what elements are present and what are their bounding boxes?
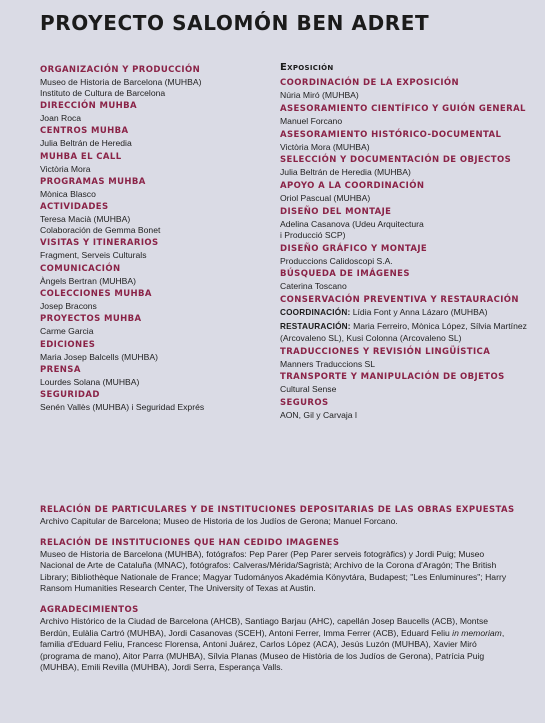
depositarias-heading: RELACIÓN DE PARTICULARES Y DE INSTITUCIONES DEPOSITARIAS DE LAS OBRAS EXPUESTAS (40, 505, 515, 515)
credit-group (40, 364, 270, 388)
credit-group (280, 294, 530, 343)
credit-line: Adelina Casanova (Udeu Arquitectura (280, 218, 424, 229)
agradecimientos-italic: in memoriam (452, 627, 502, 638)
credit-heading: MUHBA EL CALL (40, 151, 122, 162)
page-title: PROYECTO SALOMÓN BEN ADRET (40, 11, 430, 35)
credit-group (40, 125, 270, 149)
credit-group (280, 180, 530, 204)
acknowledgements-section (40, 504, 515, 683)
credit-group (280, 103, 530, 127)
credit-heading: PRENSA (40, 364, 81, 375)
credit-heading: APOYO A LA COORDINACIÓN (280, 181, 425, 192)
credit-group (280, 206, 530, 241)
credit-group (280, 243, 530, 267)
agradecimientos-heading: AGRADECIMIENTOS (40, 604, 139, 615)
restoration-label: RESTAURACIÓN: (280, 321, 351, 331)
credit-line: Julia Beltrán de Heredia (MUHBA) (280, 167, 411, 178)
credit-heading: EDICIONES (40, 339, 96, 350)
credit-group (280, 268, 530, 292)
agradecimientos-block (40, 604, 515, 674)
credit-line: Àngels Bertran (MUHBA) (40, 275, 136, 286)
credit-line: Oriol Pascual (MUHBA) (280, 193, 371, 204)
credit-line: Mònica Blasco (40, 188, 96, 199)
credit-group (40, 100, 270, 124)
credit-heading: SEGUROS (280, 398, 329, 409)
credits-left-column (40, 64, 270, 414)
credit-line (280, 321, 530, 344)
credit-heading: VISITAS Y ITINERARIOS (40, 238, 159, 249)
credit-heading: ASESORAMIENTO CIENTÍFICO Y GUIÓN GENERAL (280, 103, 526, 114)
credit-group (280, 77, 530, 101)
credit-group (280, 129, 530, 153)
agradecimientos-text-b: , familia d'Eduard Feliu, Francesc Florensa, Antoni Juárez, Carlos López (ACA), Jesús Luzón (MUHBA), Xavier Miró (programa de mano), Aitor Parra (MUHBA), Sílvia Planas (Museo de Història de los Judíos de Gerona), Patrícia Puig (MUHBA), Emili Revilla (MUHBA), Jordi Serra, Esperança Valls. (40, 627, 505, 673)
credit-line: Fragment, Serveis Culturals (40, 250, 147, 261)
credit-group (40, 339, 270, 363)
credit-heading: SEGURIDAD (40, 390, 100, 401)
credit-heading: ASESORAMIENTO HISTÓRICO-DOCUMENTAL (280, 129, 502, 140)
credit-group (40, 313, 270, 337)
credit-line: Lourdes Solana (MUHBA) (40, 376, 140, 387)
credit-group (280, 397, 530, 421)
credit-line: Josep Bracons (40, 300, 97, 311)
agradecimientos-text (40, 616, 515, 674)
credit-line: Núria Miró (MUHBA) (280, 90, 359, 100)
credit-heading: PROGRAMAS MUHBA (40, 176, 146, 187)
credit-group (280, 371, 530, 395)
credit-line: AON, Gil y Carvaja l (280, 410, 357, 421)
credit-group (40, 64, 270, 99)
credit-group (40, 201, 270, 236)
credit-line: Colaboración de Gemma Bonet (40, 225, 161, 236)
credit-line: Manuel Forcano (280, 115, 343, 126)
credit-heading: COMUNICACIÓN (40, 263, 121, 274)
credit-line: Caterina Toscano (280, 281, 347, 292)
agradecimientos-text-a: Archivo Histórico de la Ciudad de Barcelona (AHCB), Santiago Barjau (AHC), capellán Josep Baucells (ACB), Montse Berdún, Eulàlia Cartró (MUHBA), Jordi Casanovas (SCEH), Antoni Ferrer, Imma Ferrer (ACB), Eduard Feliu (40, 615, 489, 638)
credit-heading: TRANSPORTE Y MANIPULACIÓN DE OBJETOS (280, 372, 505, 383)
depositarias-text: Archivo Capitular de Barcelona; Museo de Historia de los Judíos de Gerona; Manuel Forcano. (40, 516, 398, 526)
credit-line: i Producció SCP) (280, 229, 346, 240)
credit-line: Senén Vallès (MUHBA) i Seguridad Exprés (40, 402, 205, 413)
credit-heading: DISEÑO GRÁFICO Y MONTAJE (280, 243, 428, 254)
credit-heading: BÚSQUEDA DE IMÁGENES (280, 269, 410, 280)
credit-heading: COORDINACIÓN DE LA EXPOSICIÓN (280, 78, 460, 88)
credit-heading: COLECCIONES MUHBA (40, 288, 152, 299)
credit-line: Museo de Historia de Barcelona (MUHBA) (40, 77, 202, 87)
imagenes-heading: RELACIÓN DE INSTITUCIONES QUE HAN CEDIDO IMAGENES (40, 537, 340, 548)
credit-line: Carme Garcia (40, 326, 94, 337)
credit-line: Victòria Mora (40, 163, 91, 174)
credit-group (40, 263, 270, 287)
credit-heading: ACTIVIDADES (40, 202, 109, 213)
credit-line (280, 307, 530, 319)
credit-group (40, 176, 270, 200)
credit-group (40, 237, 270, 261)
credit-line: Maria Josep Balcells (MUHBA) (40, 351, 158, 362)
coordination-text: Lídia Font y Anna Lázaro (MUHBA) (350, 307, 488, 318)
credit-heading: CENTROS MUHBA (40, 126, 129, 137)
credit-group (40, 151, 270, 175)
credit-line: Instituto de Cultura de Barcelona (40, 87, 166, 98)
credit-group (280, 154, 530, 178)
credit-heading: ORGANIZACIÓN Y PRODUCCIÓN (40, 65, 201, 75)
credits-right-column (280, 61, 530, 423)
credit-group (280, 346, 530, 370)
exhibition-section-title: Exposición (280, 62, 334, 73)
credit-heading: DISEÑO DEL MONTAJE (280, 206, 392, 217)
credit-heading: PROYECTOS MUHBA (40, 314, 142, 325)
credit-line: Teresa Macià (MUHBA) (40, 214, 131, 225)
credit-heading: CONSERVACIÓN PREVENTIVA Y RESTAURACIÓN (280, 295, 519, 306)
credit-line: Produccions Calidoscopi S.A. (280, 255, 393, 266)
imagenes-text: Museo de Historia de Barcelona (MUHBA), fotógrafos: Pep Parer (Pep Parer serveis fotogràfics) y Jordi Puig; Museo Nacional de Arte de Cataluña (MNAC), fotógrafos: Calveras/Mérida/Sagristà; Archivo de la Corona d'Aragón; The British Library; Bibliothèque Nationale de France; Magyar Tudományos Akadémia Könyvtára, Budapest; "Les Enluminures"; Harry Ransom Humanities Research Center, The University of Texas at Austin. (40, 548, 507, 594)
coordination-label: COORDINACIÓN: (280, 308, 351, 318)
credit-group (40, 288, 270, 312)
imagenes-block (40, 537, 515, 595)
credit-line: Manners Traduccions SL (280, 358, 376, 369)
depositarias-block (40, 504, 515, 528)
credit-line: Cultural Sense (280, 384, 337, 395)
credit-line: Victòria Mora (MUHBA) (280, 141, 370, 152)
credit-line: Joan Roca (40, 113, 82, 124)
credit-heading: TRADUCCIONES Y REVISIÓN LINGÜÍSTICA (280, 346, 491, 357)
credit-group (40, 389, 270, 413)
restoration-text: Maria Ferreiro, Mònica López, Sílvia Martínez (Arcovaleno SL), Kusi Colonna (Arcovaleno SL) (280, 320, 527, 343)
credit-heading: SELECCIÓN Y DOCUMENTACIÓN DE OBJECTOS (280, 155, 512, 166)
credit-heading: DIRECCIÓN MUHBA (40, 101, 138, 112)
credit-line: Julia Beltrán de Heredia (40, 138, 132, 149)
